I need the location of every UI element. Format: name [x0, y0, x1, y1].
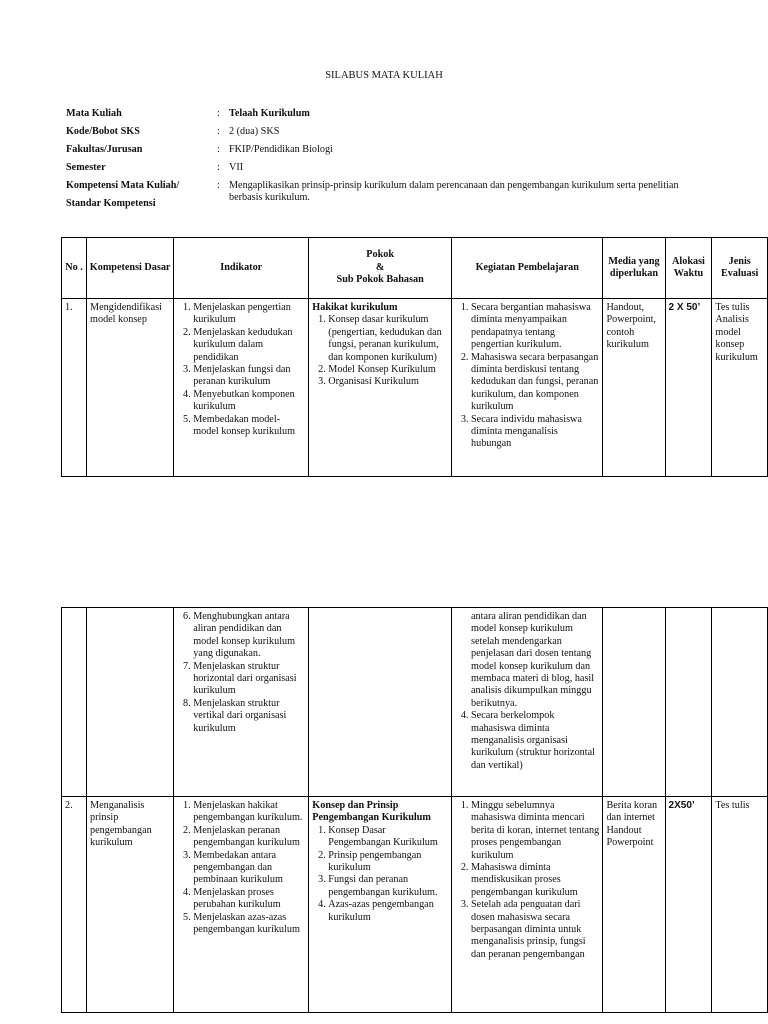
header-jenis: Jenis Evaluasi: [712, 238, 768, 299]
row-indikator: [174, 299, 309, 477]
list-item: 3. Setelah ada penguatan dari dosen mahasiswa secara berpasangan diminta untuk menganalisis prinsip, fungsi dan peranan pengembangan: [471, 899, 599, 961]
row-indikator: [174, 797, 309, 1013]
indikator-list: [177, 611, 305, 735]
row-kompetensi: Menganalisis prinsip pengembangan kurikulum: [87, 797, 174, 1013]
table-row: [62, 299, 768, 477]
kegiatan-continued: antara aliran pendidikan dan model konsep kurikulum setelah mendengarkan penjelasan dari dosen tentang model konsep kurikulum dan membaca materi di blog, hasil analisis dikumpulkan minggu berikutnya.: [471, 611, 595, 709]
info-colon: :: [217, 144, 220, 155]
header-pokok-line-2: &: [375, 261, 385, 273]
table-row: [62, 608, 768, 797]
header-media: Media yang diperlukan: [603, 238, 665, 299]
table-row: [62, 797, 768, 1013]
indikator-list: [177, 302, 305, 438]
list-item: 1. Menjelaskan pengertian kurikulum: [193, 302, 305, 327]
row-kegiatan: [452, 797, 603, 1013]
row-alokasi: 2 X 50’: [665, 299, 712, 477]
list-item: 6. Menghubungkan antara aliran pendidikan dan model konsep kurikulum yang digunakan.: [193, 611, 305, 661]
syllabus-table-page-1: [61, 237, 768, 477]
info-label: Fakultas/Jurusan: [66, 144, 143, 155]
list-item: 3. Menjelaskan fungsi dan peranan kurikulum: [193, 364, 305, 389]
list-item: 2. Mahasiswa diminta mendiskusikan proses pengembangan kurikulum: [471, 862, 599, 899]
row-media: [603, 608, 665, 797]
info-row-semester: [66, 162, 706, 180]
header-indikator: Indikator: [174, 238, 309, 299]
syllabus-table-page-2: [61, 607, 768, 1013]
header-no: No .: [62, 238, 87, 299]
info-label: Kompetensi Mata Kuliah/: [66, 180, 180, 191]
list-item: 2. Menjelaskan kedudukan kurikulum dalam pendidikan: [193, 327, 305, 364]
info-row-credits: [66, 126, 706, 144]
list-item: 5. Menjelaskan azas-azas pengembangan kurikulum: [193, 912, 305, 937]
course-info: [66, 108, 706, 216]
row-jenis: [712, 608, 768, 797]
list-item: 4. Azas-azas pengembangan kurikulum: [328, 899, 448, 924]
info-row-competency: [66, 180, 706, 203]
info-row-course: [66, 108, 706, 126]
kegiatan-list: [455, 302, 599, 451]
pokok-list: [312, 314, 448, 388]
info-value: 2 (dua) SKS: [229, 126, 280, 137]
list-item: 7. Menjelaskan struktur horizontal dari organisasi kurikulum: [193, 661, 305, 698]
list-item: 3. Membedakan antara pengembangan dan pembinaan kurikulum: [193, 850, 305, 887]
list-item: 4. Menjelaskan proses perubahan kurikulum: [193, 887, 305, 912]
info-colon: :: [217, 108, 220, 119]
list-item: 3. Organisasi Kurikulum: [328, 376, 448, 388]
list-item: 1. Konsep dasar kurikulum (pengertian, kedudukan dan fungsi, peranan kurikulum, dan komponen kurikulum): [328, 314, 448, 364]
list-item: 8. Menjelaskan struktur vertikal dari organisasi kurikulum: [193, 698, 305, 735]
header-alokasi: Alokasi Waktu: [665, 238, 712, 299]
header-pokok-line-1: Pokok: [366, 249, 395, 261]
row-indikator: [174, 608, 309, 797]
row-kompetensi: Mengidendifikasi model konsep: [87, 299, 174, 477]
pokok-list: [312, 825, 448, 924]
pokok-title: Konsep dan Prinsip Pengembangan Kurikulum: [312, 800, 431, 824]
header-pokok: [309, 238, 452, 299]
table-header-row: [62, 238, 768, 299]
row-alokasi: 2X50’: [665, 797, 712, 1013]
list-item: 2. Model Konsep Kurikulum: [328, 364, 448, 376]
info-colon: :: [217, 126, 220, 137]
list-item: 3. Secara individu mahasiswa diminta menganalisis hubungan: [471, 414, 599, 451]
row-alokasi: [665, 608, 712, 797]
list-item: 2. Prinsip pengembangan kurikulum: [328, 850, 448, 875]
kegiatan-list: [455, 710, 599, 772]
row-no: [62, 608, 87, 797]
info-value: Mengaplikasikan prinsip-prinsip kurikulum dalam perencanaan dan pengembangan kurikulum serta penelitian berbasis kurikulum.: [229, 180, 679, 203]
indikator-list: [177, 800, 305, 936]
row-kompetensi: [87, 608, 174, 797]
list-item: 5. Membedakan model-model konsep kurikulum: [193, 414, 305, 439]
list-item: 2. Mahasiswa secara berpasangan diminta berdiskusi tentang kedudukan dan fungsi, peranan kurikulum, dan komponen kurikulum: [471, 352, 599, 414]
info-row-standard: [66, 198, 706, 216]
info-value: FKIP/Pendidikan Biologi: [229, 144, 333, 155]
pokok-title: Hakikat kurikulum: [312, 302, 398, 313]
list-item: 1. Konsep Dasar Pengembangan Kurikulum: [328, 825, 448, 850]
row-media: Handout, Powerpoint, contoh kurikulum: [603, 299, 665, 477]
list-item: 1. Minggu sebelumnya mahasiswa diminta mencari berita di koran, internet tentang proses pengembangan kurikulum: [471, 800, 599, 862]
header-kegiatan: Kegiatan Pembelajaran: [452, 238, 603, 299]
row-pokok: [309, 299, 452, 477]
kegiatan-list: [455, 800, 599, 961]
row-media: Berita koran dan internet Handout Powerpoint: [603, 797, 665, 1013]
info-label: Standar Kompetensi: [66, 198, 156, 209]
list-item: 2. Menjelaskan peranan pengembangan kurikulum: [193, 825, 305, 850]
info-value: VII: [229, 162, 244, 173]
info-colon: :: [217, 180, 220, 191]
list-item: 1. Secara bergantian mahasiswa diminta menyampaikan pendapatnya tentang pengertian kurikulum.: [471, 302, 599, 352]
row-jenis: Tes tulis: [712, 797, 768, 1013]
list-item: 4. Secara berkelompok mahasiswa diminta menganalisis organisasi kurikulum (struktur horizontal dan vertikal): [471, 710, 599, 772]
info-colon: :: [217, 162, 220, 173]
row-kegiatan: [452, 299, 603, 477]
header-kompetensi: Kompetensi Dasar: [87, 238, 174, 299]
info-label: Semester: [66, 162, 106, 173]
list-item: 1. Menjelaskan hakikat pengembangan kurikulum.: [193, 800, 305, 825]
row-kegiatan: [452, 608, 603, 797]
row-jenis: Tes tulis Analisis model konsep kurikulum: [712, 299, 768, 477]
info-label: Mata Kuliah: [66, 108, 122, 119]
list-item: 3. Fungsi dan peranan pengembangan kurikulum.: [328, 874, 448, 899]
info-row-faculty: [66, 144, 706, 162]
row-pokok: [309, 608, 452, 797]
row-no: 1.: [62, 299, 87, 477]
header-pokok-line-3: Sub Pokok Bahasan: [336, 274, 424, 286]
row-pokok: [309, 797, 452, 1013]
row-no: 2.: [62, 797, 87, 1013]
page-title: SILABUS MATA KULIAH: [325, 70, 443, 81]
info-value: Telaah Kurikulum: [229, 108, 310, 119]
list-item: 4. Menyebutkan komponen kurikulum: [193, 389, 305, 414]
info-label: Kode/Bobot SKS: [66, 126, 140, 137]
